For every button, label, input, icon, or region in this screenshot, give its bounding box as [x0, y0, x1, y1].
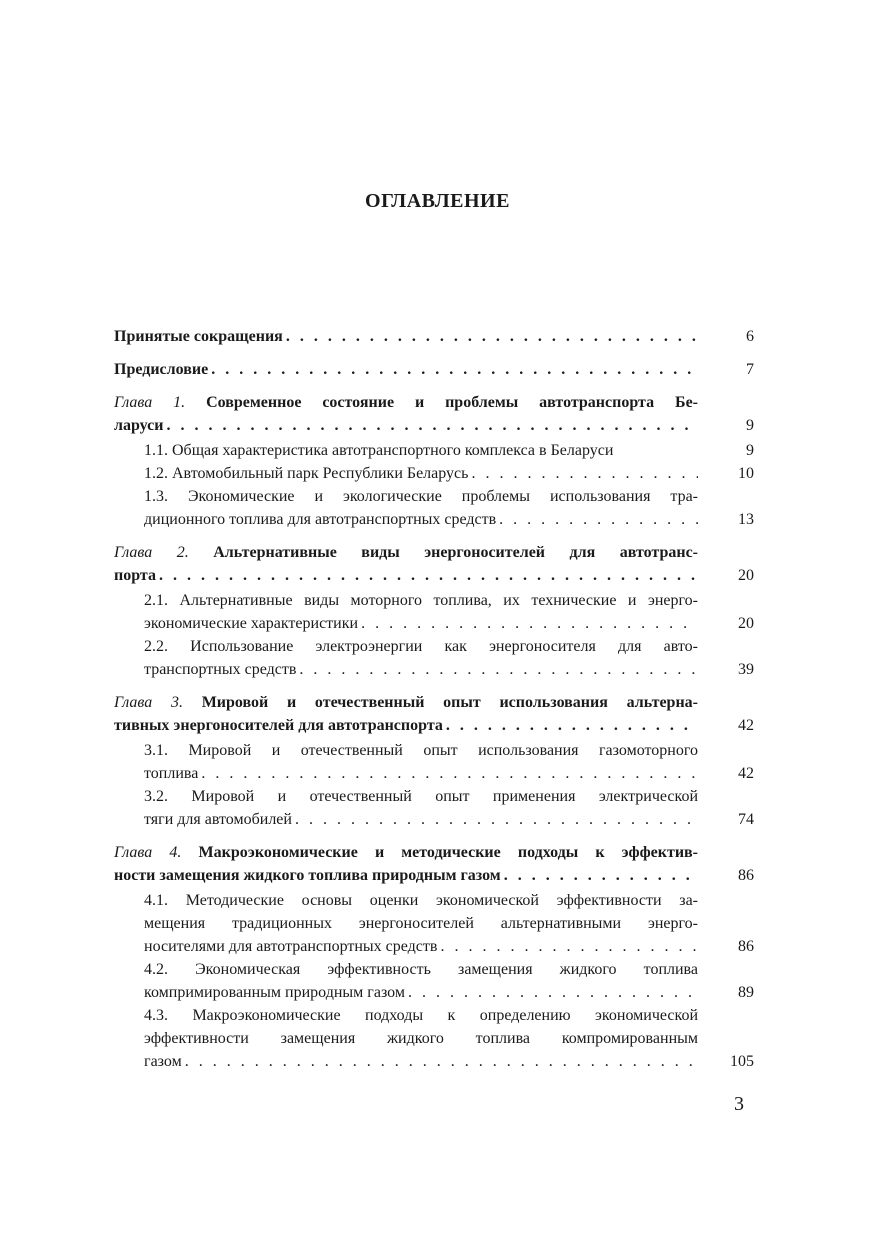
chapter-title-cont: ности замещения жидкого топлива природным газом: [114, 867, 501, 884]
chapter-title: Альтернативные виды энергоносителей для автотранс-: [213, 544, 698, 561]
toc-page-number: 74: [738, 811, 754, 828]
toc-page-number: 86: [738, 938, 754, 955]
toc-page-number: 9: [746, 417, 754, 434]
dot-leader: [295, 808, 698, 831]
toc-page-number: 6: [746, 328, 754, 345]
toc-page-number: 20: [738, 567, 754, 584]
dot-leader: [167, 414, 699, 437]
section-title-cont: тяги для автомобилей: [144, 811, 292, 828]
section-title-cont: топлива: [144, 765, 199, 782]
toc-page-number: 89: [738, 984, 754, 1001]
toc-page-number: 10: [738, 465, 754, 482]
toc-entry-abbreviations[interactable]: [114, 325, 754, 348]
toc-chapter-3[interactable]: [114, 691, 754, 737]
dot-leader: [286, 325, 698, 348]
table-of-contents: [114, 325, 754, 1073]
toc-page-number: 20: [738, 615, 754, 632]
dot-leader: [211, 358, 698, 381]
section-title: 3.1. Мировой и отечественный опыт использования газомоторного: [144, 742, 698, 759]
toc-chapter-4[interactable]: [114, 841, 754, 887]
section-title: 1.1. Общая характеристика автотранспортного комплекса в Беларуси: [144, 442, 614, 459]
section-title: 2.2. Использование электроэнергии как энергоносителя для авто-: [144, 638, 698, 655]
chapter-label: Глава 4.: [114, 844, 182, 861]
section-title: 1.2. Автомобильный парк Республики Беларусь: [144, 465, 469, 482]
section-title: 2.1. Альтернативные виды моторного топлива, их технические и энерго-: [144, 592, 698, 609]
chapter-title: Макроэкономические и методические подходы к эффектив-: [198, 844, 699, 861]
chapter-title: Современное состояние и проблемы автотранспорта Бе-: [206, 394, 699, 411]
section-title: 1.3. Экономические и экологические проблемы использования тра-: [144, 488, 698, 505]
section-title-cont: газом: [144, 1053, 182, 1070]
dot-leader: [499, 508, 698, 531]
chapter-label: Глава 3.: [114, 694, 183, 711]
dot-leader: [408, 981, 698, 1004]
page-number: 3: [734, 1093, 744, 1115]
toc-page-number: 42: [738, 717, 754, 734]
toc-section-1-1[interactable]: [114, 439, 754, 462]
toc-chapter-2[interactable]: [114, 541, 754, 587]
toc-page-number: 9: [746, 442, 754, 459]
toc-entry-preface[interactable]: [114, 358, 754, 381]
section-title: 4.1. Методические основы оценки экономической эффективности за-: [144, 892, 698, 909]
toc-section-3-1[interactable]: [114, 739, 754, 785]
toc-section-3-2[interactable]: [114, 785, 754, 831]
dot-leader: [185, 1050, 698, 1073]
toc-page-number: 42: [738, 765, 754, 782]
dot-leader: [504, 864, 698, 887]
toc-entry-title: Принятые сокращения: [114, 328, 283, 345]
section-title: 4.2. Экономическая эффективность замещения жидкого топлива: [144, 961, 698, 978]
toc-section-2-2[interactable]: [114, 635, 754, 681]
toc-section-4-2[interactable]: [114, 958, 754, 1004]
toc-page-number: 105: [730, 1053, 754, 1070]
section-title-cont: компримированным природным газом: [144, 984, 405, 1001]
chapter-title-cont: ларуси: [114, 417, 164, 434]
section-title: 4.3. Макроэкономические подходы к определению экономической: [144, 1007, 698, 1024]
toc-page-number: 13: [738, 511, 754, 528]
page-title: ОГЛАВЛЕНИЕ: [365, 190, 510, 212]
toc-section-2-1[interactable]: [114, 589, 754, 635]
section-title-cont: экономические характеристики: [144, 615, 359, 632]
chapter-label: Глава 1.: [114, 394, 186, 411]
toc-section-4-1[interactable]: [114, 889, 754, 958]
dot-leader: [446, 714, 698, 737]
chapter-label: Глава 2.: [114, 544, 189, 561]
dot-leader: [299, 658, 698, 681]
toc-page-number: 39: [738, 661, 754, 678]
toc-chapter-1[interactable]: [114, 391, 754, 437]
toc-section-1-3[interactable]: [114, 485, 754, 531]
dot-leader: [361, 612, 698, 635]
dot-leader: [471, 462, 698, 485]
section-title-cont: эффективности замещения жидкого топлива компромированным: [144, 1030, 698, 1047]
section-title-cont: транспортных средств: [144, 661, 297, 678]
dot-leader: [440, 935, 698, 958]
toc-page-number: 7: [746, 361, 754, 378]
toc-entry-title: Предисловие: [114, 361, 209, 378]
chapter-title-cont: порта: [114, 567, 156, 584]
chapter-title-cont: тивных энергоносителей для автотранспорта: [114, 717, 443, 734]
section-title-cont: носителями для автотранспортных средств: [144, 938, 438, 955]
dot-leader: [159, 564, 698, 587]
dot-leader: [201, 762, 698, 785]
section-title-cont: мещения традиционных энергоносителей альтернативными энерго-: [144, 915, 698, 932]
chapter-title: Мировой и отечественный опыт использования альтерна-: [201, 694, 698, 711]
section-title: 3.2. Мировой и отечественный опыт применения электрической: [144, 788, 698, 805]
toc-section-1-2[interactable]: [114, 462, 754, 485]
toc-page-number: 86: [738, 867, 754, 884]
section-title-cont: диционного топлива для автотранспортных средств: [144, 511, 497, 528]
toc-section-4-3[interactable]: [114, 1004, 754, 1073]
